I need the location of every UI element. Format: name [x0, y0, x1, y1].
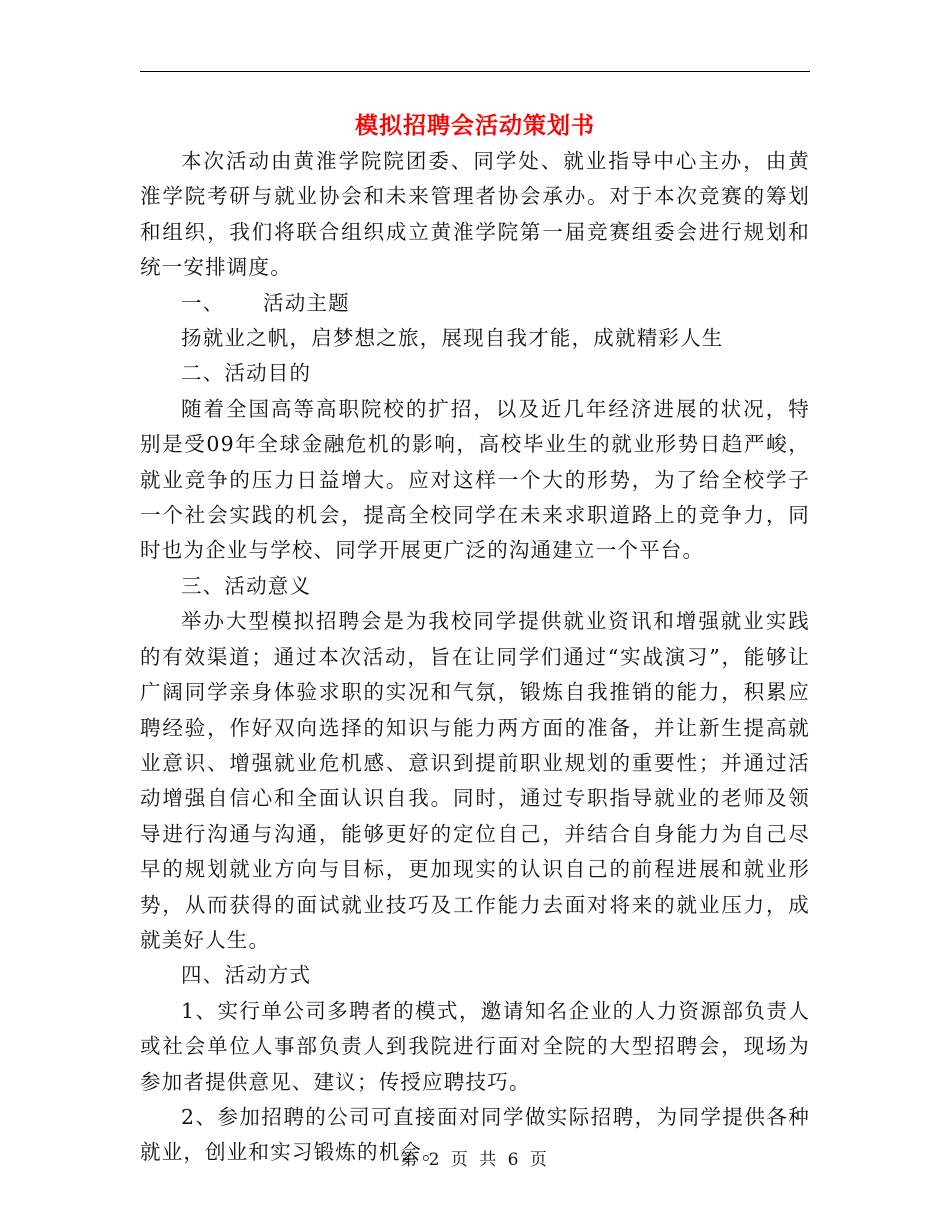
- page-number: 第 2 页 共 6 页: [400, 1150, 550, 1170]
- section-2-heading: 二、活动目的: [181, 361, 312, 386]
- section-3-heading: 三、活动意义: [181, 573, 312, 598]
- section-1-body: 扬就业之帆，启梦想之旅，展现自我才能，成就精彩人生: [181, 326, 724, 351]
- section-1-title: 活动主题: [263, 290, 350, 315]
- section-4-item-2: 2、参加招聘的公司可直接面对同学做实际招聘，为同学提供各种就业，创业和实习锻炼的机会。: [140, 1104, 810, 1165]
- document-title: 模拟招聘会活动策划书: [355, 113, 595, 139]
- section-4-item-1: 1、实行单公司多聘者的模式，邀请知名企业的人力资源部负责人或社会单位人事部负责人到我院进行面对全院的大型招聘会，现场为参加者提供意见、建议；传授应聘技巧。: [140, 998, 810, 1094]
- header-rule: [140, 71, 810, 72]
- section-1-heading: [140, 286, 810, 321]
- document-body: [140, 144, 810, 1171]
- section-1-number: 一、: [181, 290, 225, 315]
- section-4-heading: 四、活动方式: [181, 963, 312, 988]
- intro-paragraph: 本次活动由黄淮学院院团委、同学处、就业指导中心主办，由黄淮学院考研与就业协会和未来管理者协会承办。对于本次竞赛的筹划和组织，我们将联合组织成立黄淮学院第一届竞赛组委会进行规划和统一安排调度。: [140, 149, 810, 280]
- section-3-body: 举办大型模拟招聘会是为我校同学提供就业资讯和增强就业实践的有效渠道；通过本次活动，旨在让同学们通过“实战演习”，能够让广阔同学亲身体验求职的实况和气氛，锻炼自我推销的能力，积累应聘经验，作好双向选择的知识与能力两方面的准备，并让新生提高就业意识、增强就业危机感、意识到提前职业规划的重要性；并通过活动增强自信心和全面认识自我。同时，通过专职指导就业的老师及领导进行沟通与沟通，能够更好的定位自己，并结合自身能力为自己尽早的规划就业方向与目标，更加现实的认识自己的前程进展和就业形势，从而获得的面试就业技巧及工作能力去面对将来的就业压力，成就美好人生。: [140, 609, 810, 952]
- section-2-body: 随着全国高等高职院校的扩招，以及近几年经济进展的状况，特别是受09年全球金融危机的影响，高校毕业生的就业形势日趋严峻，就业竞争的压力日益增大。应对这样一个大的形势，为了给全校学子一个社会实践的机会，提高全校同学在未来求职道路上的竞争力，同时也为企业与学校、同学开展更广泛的沟通建立一个平台。: [140, 396, 810, 563]
